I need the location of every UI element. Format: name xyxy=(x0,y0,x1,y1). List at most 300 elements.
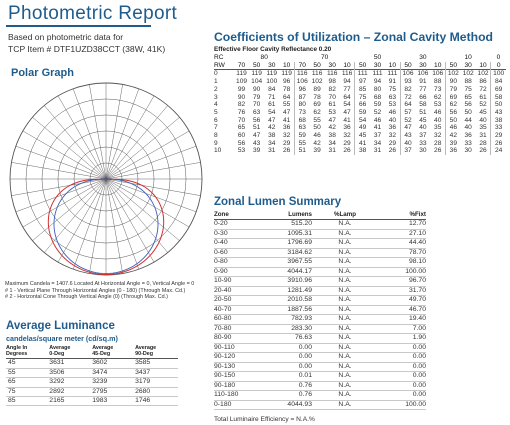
cu-cell: 76 xyxy=(237,108,246,116)
cu-rw-value: 10 xyxy=(388,61,397,69)
zonal-cell: N.A. xyxy=(316,239,374,249)
polar-note-max-candela: Maximum Candela = 1407.6 Located At Horizontal Angle = 0, Vertical Angle = 0 xyxy=(5,281,195,287)
cu-rw-value: 30 xyxy=(268,61,276,69)
luminance-header: Angle In Degrees xyxy=(6,345,49,359)
zonal-cell: 0-90 xyxy=(214,267,264,277)
cu-row xyxy=(214,117,506,125)
zonal-cell: 90-180 xyxy=(214,381,264,391)
zonal-cell: 0.00 xyxy=(264,353,316,363)
zonal-cell: N.A. xyxy=(316,324,374,334)
cu-cell: 45 xyxy=(479,108,487,116)
cu-cell: 52 xyxy=(479,101,487,109)
cu-cell: 96 xyxy=(282,78,291,86)
luminance-row xyxy=(6,359,178,368)
zonal-cell: 0.00 xyxy=(374,343,426,353)
cu-cell: 109 xyxy=(236,78,248,86)
cu-cell: 59 xyxy=(294,132,309,140)
zonal-cell: 90-120 xyxy=(214,353,264,363)
cu-cell: 85 xyxy=(355,86,370,94)
cu-rc-row xyxy=(214,54,506,62)
cu-cell: 116 xyxy=(310,70,325,78)
cu-cell: 0 xyxy=(214,70,234,78)
zonal-cell: 0-180 xyxy=(214,400,264,410)
cu-rw-value: 50 xyxy=(252,61,261,69)
zonal-row xyxy=(214,391,426,401)
cu-cell: 29 xyxy=(388,139,397,147)
cu-subtitle: Effective Floor Cavity Reflectance 0.20 xyxy=(214,46,332,53)
zonal-cell: 4044.17 xyxy=(264,267,316,277)
cu-cell: 69 xyxy=(446,94,461,102)
zonal-cell: 1796.69 xyxy=(264,239,316,249)
cu-row xyxy=(214,132,506,140)
cu-rw-value: 0 xyxy=(491,62,506,70)
cu-cell: 29 xyxy=(491,132,506,140)
zonal-cell: 49.70 xyxy=(374,296,426,306)
basis-line-2: TCP Item # DTF1UZD38CCT (38W, 41K) xyxy=(8,44,166,54)
cu-cell: 29 xyxy=(282,139,291,147)
cu-cell: 69 xyxy=(491,86,506,94)
cu-cell: 26 xyxy=(479,147,487,155)
luminance-cell: 3506 xyxy=(49,368,92,377)
zonal-cell: 80-90 xyxy=(214,334,264,344)
luminance-cell: 3585 xyxy=(135,359,178,368)
zonal-cell: 78.70 xyxy=(374,248,426,258)
cu-cell: 40 xyxy=(464,124,472,132)
zonal-row xyxy=(214,353,426,363)
zonal-cell: 1281.49 xyxy=(264,286,316,296)
zonal-cell: 515.20 xyxy=(264,220,316,230)
cu-cell: 55 xyxy=(282,101,291,109)
cu-rw-value: 50 xyxy=(355,62,370,70)
luminance-cell: 55 xyxy=(6,368,49,377)
cu-cell: 55 xyxy=(294,140,309,148)
zonal-cell: 12.70 xyxy=(374,220,426,230)
cu-cell: 46 xyxy=(446,124,461,132)
cu-cell: 36 xyxy=(343,124,351,132)
cu-cell: 54 xyxy=(355,117,370,125)
cu-cell: 26 xyxy=(434,147,442,155)
cu-cell: 73 xyxy=(294,109,309,117)
cu-rw-value: 70 xyxy=(294,62,309,70)
cu-cell: 57 xyxy=(400,109,415,117)
cu-title: Coefficients of Utilization – Zonal Cavity Method xyxy=(214,30,493,44)
cu-cell: 38 xyxy=(491,117,506,125)
cu-cell: 30 xyxy=(464,147,472,155)
luminance-header: Average 90-Deg xyxy=(135,345,178,359)
cu-cell: 61 xyxy=(268,101,276,109)
cu-cell: 50 xyxy=(491,101,506,109)
zonal-row xyxy=(214,239,426,249)
zonal-cell: 2010.58 xyxy=(264,296,316,306)
zonal-row xyxy=(214,220,426,230)
zonal-cell: 44.40 xyxy=(374,239,426,249)
cu-cell: 46 xyxy=(434,108,442,116)
cu-cell: 75 xyxy=(388,85,397,93)
cu-cell: 9 xyxy=(214,139,218,147)
cu-cell: 63 xyxy=(388,93,397,101)
luminance-cell: 3631 xyxy=(49,359,92,368)
cu-cell: 82 xyxy=(400,86,415,94)
zonal-cell: N.A. xyxy=(316,334,374,344)
zonal-cell: 31.70 xyxy=(374,286,426,296)
zonal-cell: 0.00 xyxy=(374,353,426,363)
zonal-cell: N.A. xyxy=(316,229,374,239)
cu-cell: 51 xyxy=(252,124,261,132)
cu-cell: 31 xyxy=(373,147,382,155)
cu-cell: 63 xyxy=(294,124,309,132)
cu-cell: 1 xyxy=(214,78,218,86)
cu-cell: 75 xyxy=(464,85,472,93)
zonal-cell: 0.00 xyxy=(374,372,426,382)
cu-cell: 56 xyxy=(252,116,261,124)
cu-cell: 116 xyxy=(325,70,340,78)
cu-group-header: 0 xyxy=(496,54,501,61)
cu-row xyxy=(214,109,506,117)
luminance-cell: 3437 xyxy=(135,368,178,377)
basis-line-1: Based on photometric data for xyxy=(8,32,124,42)
luminance-row xyxy=(6,397,178,406)
luminance-cell: 2680 xyxy=(135,387,178,396)
cu-cell: 59 xyxy=(355,109,370,117)
cu-cell: 68 xyxy=(373,93,382,101)
cu-cell: 59 xyxy=(373,101,382,109)
zonal-cell: N.A. xyxy=(316,305,374,315)
zonal-cell: 0-60 xyxy=(214,248,264,258)
zonal-cell: 0-20 xyxy=(214,220,264,230)
zonal-cell: 27.10 xyxy=(374,229,426,239)
polar-graph-title: Polar Graph xyxy=(11,67,74,79)
photometric-basis xyxy=(8,31,165,55)
cu-cell: 70 xyxy=(252,101,261,109)
cu-rw-label: RW xyxy=(214,61,225,69)
cu-cell: 35 xyxy=(434,124,442,132)
zonal-cell: 0.00 xyxy=(374,381,426,391)
zonal-cell: 3910.96 xyxy=(264,277,316,287)
cu-cell: 36 xyxy=(388,124,397,132)
cu-cell: 93 xyxy=(400,78,415,86)
polar-notes xyxy=(5,281,210,301)
zonal-cell: 40-70 xyxy=(214,305,264,315)
cu-cell: 54 xyxy=(343,101,351,109)
luminance-row xyxy=(6,387,178,396)
zonal-cell: 0.00 xyxy=(374,391,426,401)
zonal-cell: N.A. xyxy=(316,267,374,277)
cu-cell: 87 xyxy=(294,94,309,102)
cu-cell: 90 xyxy=(237,93,246,101)
cu-cell: 45 xyxy=(355,132,370,140)
cu-cell: 26 xyxy=(491,140,506,148)
cu-cell: 43 xyxy=(252,139,261,147)
cu-cell: 32 xyxy=(434,132,442,140)
cu-cell: 53 xyxy=(388,101,397,109)
cu-cell: 70 xyxy=(237,116,246,124)
zonal-cell: 0.76 xyxy=(264,381,316,391)
cu-cell: 34 xyxy=(328,139,336,147)
luminance-title: Average Luminance xyxy=(6,320,115,332)
cu-rw-value: 30 xyxy=(464,61,472,69)
cu-cell: 34 xyxy=(268,139,276,147)
cu-cell: 90 xyxy=(446,78,461,86)
cu-cell: 37 xyxy=(400,147,415,155)
cu-cell: 26 xyxy=(388,147,397,155)
zonal-header: Lumens xyxy=(264,211,316,220)
zonal-cell: 283.30 xyxy=(264,324,316,334)
cu-cell: 40 xyxy=(434,116,442,124)
zonal-cell: N.A. xyxy=(316,353,374,363)
zonal-cell: 0-30 xyxy=(214,229,264,239)
cu-cell: 50 xyxy=(446,117,461,125)
cu-cell: 77 xyxy=(343,85,351,93)
zonal-cell: 0.00 xyxy=(264,362,316,372)
cu-cell: 61 xyxy=(479,93,487,101)
cu-cell: 72 xyxy=(400,94,415,102)
zonal-cell: 7.00 xyxy=(374,324,426,334)
luminance-row xyxy=(6,368,178,377)
cu-cell: 90 xyxy=(252,85,261,93)
zonal-cell: 3967.55 xyxy=(264,258,316,268)
zonal-row xyxy=(214,267,426,277)
cu-cell: 31 xyxy=(479,132,487,140)
cu-row xyxy=(214,101,506,109)
cu-cell: 64 xyxy=(343,93,351,101)
cu-cell: 89 xyxy=(313,85,321,93)
cu-cell: 28 xyxy=(434,139,442,147)
zonal-cell: N.A. xyxy=(316,381,374,391)
cu-cell: 33 xyxy=(464,139,472,147)
zonal-cell: 4044.93 xyxy=(264,400,316,410)
cu-cell: 40 xyxy=(479,116,487,124)
cu-cell: 79 xyxy=(446,86,461,94)
cu-rw-value: 30 xyxy=(373,61,382,69)
cu-cell: 54 xyxy=(268,108,276,116)
polar-note-plane-1: # 1 - Vertical Plane Through Horizontal Angles (0 - 180) (Through Max. Cd.) xyxy=(5,287,186,294)
cu-rw-value: 50 xyxy=(446,62,461,70)
zonal-cell: 0.01 xyxy=(264,372,316,382)
cu-cell: 102 xyxy=(446,70,461,78)
zonal-cell: 98.10 xyxy=(374,258,426,268)
cu-cell: 52 xyxy=(373,108,382,116)
luminance-cell: 3474 xyxy=(92,368,135,377)
cu-rw-value: 10 xyxy=(434,61,442,69)
cu-cell: 42 xyxy=(313,139,321,147)
luminance-cell: 1746 xyxy=(135,397,178,406)
cu-cell: 94 xyxy=(373,78,382,86)
zonal-cell: 96.70 xyxy=(374,277,426,287)
cu-cell: 46 xyxy=(373,116,382,124)
cu-cell: 106 xyxy=(294,78,309,86)
zonal-cell: N.A. xyxy=(316,362,374,372)
cu-cell: 41 xyxy=(343,116,351,124)
cu-cell: 45 xyxy=(419,116,427,124)
cu-cell: 34 xyxy=(373,139,382,147)
cu-cell: 53 xyxy=(328,108,336,116)
cu-cell: 52 xyxy=(400,117,415,125)
cu-cell: 10 xyxy=(214,147,222,155)
zonal-row xyxy=(214,277,426,287)
cu-cell: 31 xyxy=(328,147,336,155)
cu-cell: 3 xyxy=(214,93,218,101)
luminance-row xyxy=(6,378,178,387)
zonal-row xyxy=(214,362,426,372)
cu-cell: 38 xyxy=(268,132,276,140)
cu-cell: 42 xyxy=(328,124,336,132)
luminance-cell: 75 xyxy=(6,387,49,396)
cu-cell: 96 xyxy=(294,86,309,94)
cu-cell: 102 xyxy=(476,70,491,78)
zonal-cell: N.A. xyxy=(316,343,374,353)
cu-cell: 40 xyxy=(419,124,427,132)
cu-cell: 62 xyxy=(446,101,461,109)
cu-cell: 43 xyxy=(491,109,506,117)
cu-cell: 111 xyxy=(370,70,385,78)
cu-group-header: 50 xyxy=(373,54,382,61)
luminance-cell: 1983 xyxy=(92,397,135,406)
zonal-cell: 60-80 xyxy=(214,315,264,325)
cu-rw-value: 30 xyxy=(419,61,427,69)
cu-cell: 82 xyxy=(237,101,246,109)
zonal-cell: 70-80 xyxy=(214,324,264,334)
luminance-cell: 3602 xyxy=(92,359,135,368)
cu-cell: 50 xyxy=(464,108,472,116)
cu-cell: 119 xyxy=(249,70,264,78)
cu-row xyxy=(214,140,506,148)
cu-cell: 32 xyxy=(282,132,291,140)
cu-cell: 43 xyxy=(400,132,415,140)
zonal-lumen-title: Zonal Lumen Summary xyxy=(214,196,342,208)
zonal-cell: 0.76 xyxy=(264,391,316,401)
zonal-cell: 782.93 xyxy=(264,315,316,325)
cu-cell: 94 xyxy=(343,78,351,86)
luminance-cell: 45 xyxy=(6,359,49,368)
cu-cell: 65 xyxy=(237,124,246,132)
cu-cell: 47 xyxy=(328,116,336,124)
luminance-cell: 65 xyxy=(6,378,49,387)
cu-cell: 49 xyxy=(355,124,370,132)
cu-cell: 84 xyxy=(491,78,506,86)
cu-cell: 66 xyxy=(355,101,370,109)
cu-cell: 65 xyxy=(464,93,472,101)
cu-cell: 102 xyxy=(461,70,476,78)
cu-rw-value: 10 xyxy=(282,61,291,69)
title-divider xyxy=(6,25,151,27)
zonal-cell: N.A. xyxy=(316,296,374,306)
cu-row xyxy=(214,70,506,78)
cu-row xyxy=(214,94,506,102)
zonal-row xyxy=(214,381,426,391)
cu-cell: 73 xyxy=(434,85,442,93)
cu-cell: 100 xyxy=(266,78,278,86)
zonal-row xyxy=(214,248,426,258)
cu-cell: 37 xyxy=(373,132,382,140)
cu-cell: 91 xyxy=(388,78,397,86)
cu-cell: 60 xyxy=(237,132,246,140)
cu-cell: 39 xyxy=(446,140,461,148)
cu-cell: 38 xyxy=(355,147,370,155)
zonal-cell: N.A. xyxy=(316,220,374,230)
cu-cell: 42 xyxy=(268,124,276,132)
luminance-cell: 2165 xyxy=(49,397,92,406)
cu-cell: 31 xyxy=(268,147,276,155)
cu-cell: 44 xyxy=(464,116,472,124)
cu-cell: 58 xyxy=(419,101,427,109)
cu-cell: 53 xyxy=(237,147,246,155)
polar-graph xyxy=(5,81,207,277)
cu-cell: 64 xyxy=(400,101,415,109)
zonal-cell: 19.40 xyxy=(374,315,426,325)
zonal-cell: N.A. xyxy=(316,400,374,410)
zonal-header: Zone xyxy=(214,211,264,220)
cu-cell: 55 xyxy=(313,116,321,124)
zonal-cell: 0-40 xyxy=(214,239,264,249)
cu-cell: 42 xyxy=(446,132,461,140)
cu-cell: 100 xyxy=(491,70,506,78)
zonal-cell: N.A. xyxy=(316,258,374,268)
cu-cell: 2 xyxy=(214,85,218,93)
cu-cell: 26 xyxy=(282,147,291,155)
zonal-row xyxy=(214,296,426,306)
cu-rc-label: RC xyxy=(214,54,224,61)
cu-cell: 119 xyxy=(234,70,249,78)
zonal-cell: 110-180 xyxy=(214,391,264,401)
zonal-cell: N.A. xyxy=(316,248,374,258)
luminance-subtitle: candelas/square meter (cd/sq.m) xyxy=(6,334,118,343)
cu-cell: 53 xyxy=(434,101,442,109)
cu-cell: 39 xyxy=(313,147,321,155)
cu-cell: 111 xyxy=(355,70,370,78)
cu-cell: 24 xyxy=(491,147,506,155)
cu-cell: 80 xyxy=(294,101,309,109)
cu-cell: 84 xyxy=(268,85,276,93)
cu-cell: 116 xyxy=(294,70,309,78)
cu-cell: 36 xyxy=(446,147,461,155)
cu-cell: 119 xyxy=(279,70,294,78)
cu-cell: 82 xyxy=(328,85,336,93)
zonal-cell: 0.00 xyxy=(374,362,426,372)
cu-cell: 46 xyxy=(313,132,321,140)
cu-row xyxy=(214,124,506,132)
cu-cell: 102 xyxy=(311,78,323,86)
zonal-cell: 20-40 xyxy=(214,286,264,296)
cu-cell: 37 xyxy=(419,132,427,140)
polar-note-cone-2: # 2 - Horizontal Cone Through Vertical Angle (0) (Through Max. Cd.) xyxy=(5,294,168,301)
zonal-cell: 90-110 xyxy=(214,343,264,353)
report-title: Photometric Report xyxy=(8,3,178,24)
cu-cell: 47 xyxy=(252,132,261,140)
cu-cell: 41 xyxy=(373,124,382,132)
cu-cell: 119 xyxy=(264,70,279,78)
cu-cell: 63 xyxy=(252,108,261,116)
luminance-cell: 2892 xyxy=(49,387,92,396)
zonal-header-row xyxy=(214,211,426,220)
cu-cell: 88 xyxy=(464,78,472,86)
cu-cell: 38 xyxy=(328,132,336,140)
zonal-header: %Fixt xyxy=(374,211,426,220)
cu-cell: 47 xyxy=(268,116,276,124)
cu-rw-value: 30 xyxy=(328,61,336,69)
zonal-cell: 1887.56 xyxy=(264,305,316,315)
zonal-row xyxy=(214,334,426,344)
cu-group-header: 30 xyxy=(419,54,427,61)
zonal-cell: 90-130 xyxy=(214,362,264,372)
cu-row xyxy=(214,78,506,86)
cu-cell: 32 xyxy=(343,132,351,140)
cu-cell: 47 xyxy=(282,108,291,116)
cu-cell: 98 xyxy=(328,78,336,86)
cu-cell: 7 xyxy=(214,124,218,132)
zonal-cell: 76.63 xyxy=(264,334,316,344)
cu-cell: 26 xyxy=(343,147,351,155)
cu-cell: 56 xyxy=(237,139,246,147)
